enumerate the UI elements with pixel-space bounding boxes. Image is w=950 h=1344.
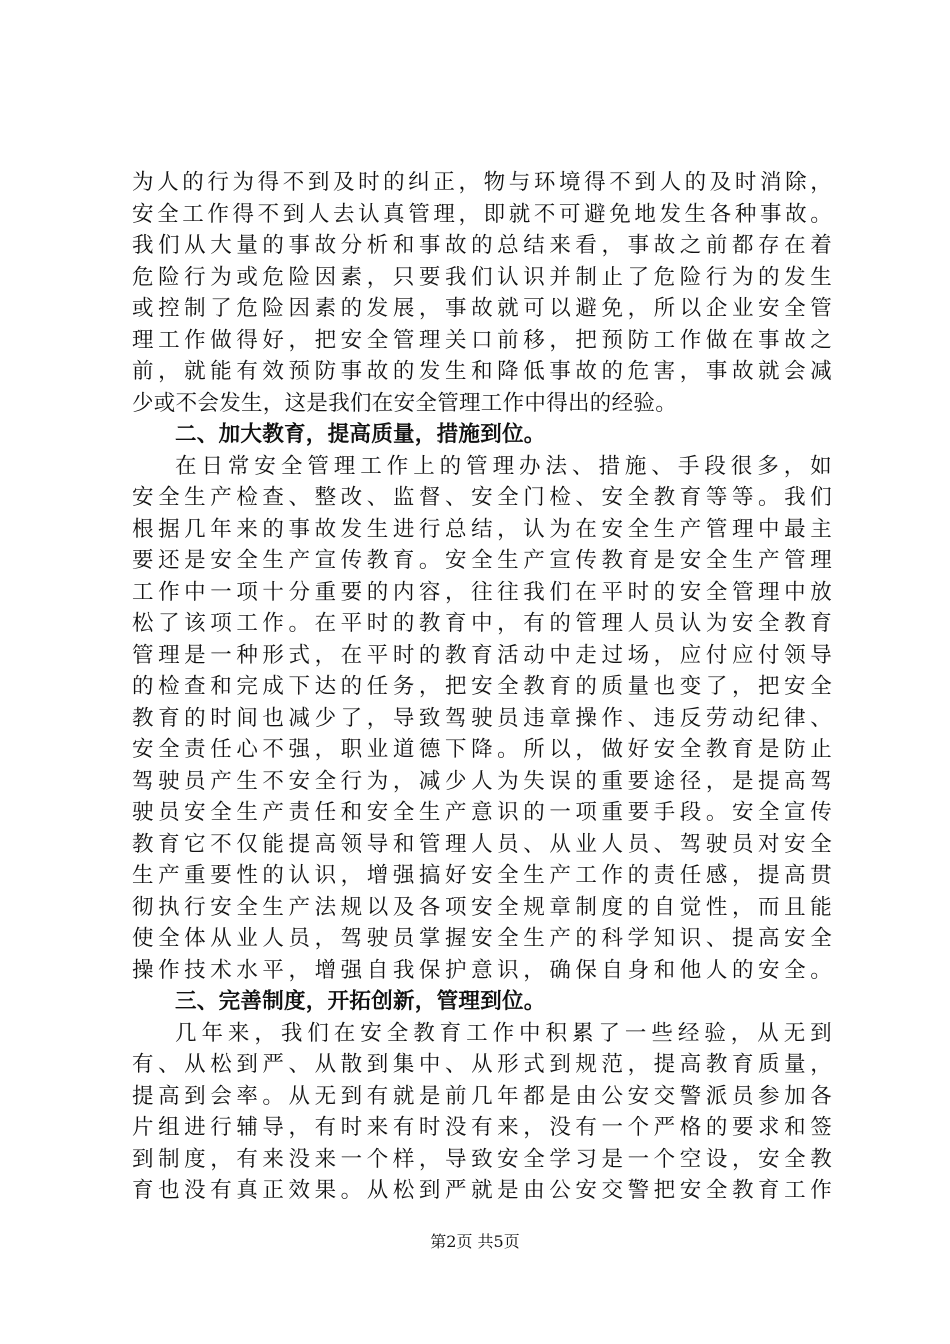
text-line: 驾驶员产生不安全行为，减少人为失误的重要途径，是提高驾 — [132, 768, 832, 794]
page-footer — [0, 1232, 950, 1252]
text-line: 教育它不仅能提高领导和管理人员、从业人员、驾驶员对安全 — [132, 831, 832, 857]
text-line: 危险行为或危险因素，只要我们认识并制止了危险行为的发生 — [132, 264, 832, 290]
text-line: 驶员安全生产责任和安全生产意识的一项重要手段。安全宣传 — [132, 800, 832, 825]
text-line: 或控制了危险因素的发展，事故就可以避免，所以企业安全管 — [132, 296, 832, 321]
text-line: 为人的行为得不到及时的纠正，物与环境得不到人的及时消除， — [132, 170, 832, 195]
text-line: 几年来，我们在安全教育工作中积累了一些经验，从无到 — [175, 1020, 832, 1046]
text-line: 松了该项工作。在平时的教育中，有的管理人员认为安全教育 — [132, 611, 832, 636]
text-line: 彻执行安全生产法规以及各项安全规章制度的自觉性，而且能 — [132, 894, 832, 920]
section-heading: 三、完善制度，开拓创新，管理到位。 — [175, 989, 546, 1014]
text-line: 前，就能有效预防事故的发生和降低事故的危害，事故就会减 — [132, 359, 832, 384]
text-line: 教育的时间也减少了，导致驾驶员违章操作、违反劳动纪律、 — [132, 705, 832, 731]
text-line: 安全生产检查、整改、监督、安全门检、安全教育等等。我们 — [132, 485, 832, 510]
text-line: 操作技术水平，增强自我保护意识，确保自身和他人的安全。 — [132, 957, 832, 983]
text-line: 提高到会率。从无到有就是前几年都是由公安交警派员参加各 — [132, 1083, 832, 1109]
text-line: 在日常安全管理工作上的管理办法、措施、手段很多，如 — [175, 453, 832, 479]
text-line: 理工作做得好，把安全管理关口前移，把预防工作做在事故之 — [132, 327, 832, 353]
text-line: 有、从松到严、从散到集中、从形式到规范，提高教育质量， — [132, 1052, 832, 1077]
document-body — [132, 167, 832, 1207]
text-line: 育也没有真正效果。从松到严就是由公安交警把安全教育工作 — [132, 1178, 832, 1203]
text-line: 的检查和完成下达的任务，把安全教育的质量也变了，把安全 — [132, 674, 832, 699]
text-line: 生产重要性的认识，增强搞好安全生产工作的责任感，提高贯 — [132, 863, 832, 888]
text-line: 到制度，有来没来一个样，导致安全学习是一个空设，安全教 — [132, 1146, 832, 1172]
page-indicator: 第2页 共5页 — [430, 1232, 520, 1251]
text-line: 安全责任心不强，职业道德下降。所以，做好安全教育是防止 — [132, 737, 832, 762]
text-line: 工作中一项十分重要的内容，往往我们在平时的安全管理中放 — [132, 579, 832, 605]
text-line: 根据几年来的事故发生进行总结，认为在安全生产管理中最主 — [132, 516, 832, 542]
text-line: 片组进行辅导，有时来有时没有来，没有一个严格的要求和签 — [132, 1115, 832, 1140]
text-line: 使全体从业人员，驾驶员掌握安全生产的科学知识、提高安全 — [132, 926, 832, 951]
section-heading: 二、加大教育，提高质量，措施到位。 — [175, 422, 546, 447]
text-line: 我们从大量的事故分析和事故的总结来看，事故之前都存在着 — [132, 233, 832, 258]
text-line: 安全工作得不到人去认真管理，即就不可避免地发生各种事故。 — [132, 201, 832, 227]
text-line: 管理是一种形式，在平时的教育活动中走过场，应付应付领导 — [132, 642, 832, 668]
text-line: 要还是安全生产宣传教育。安全生产宣传教育是安全生产管理 — [132, 548, 832, 573]
text-line: 少或不会发生，这是我们在安全管理工作中得出的经验。 — [132, 390, 678, 416]
